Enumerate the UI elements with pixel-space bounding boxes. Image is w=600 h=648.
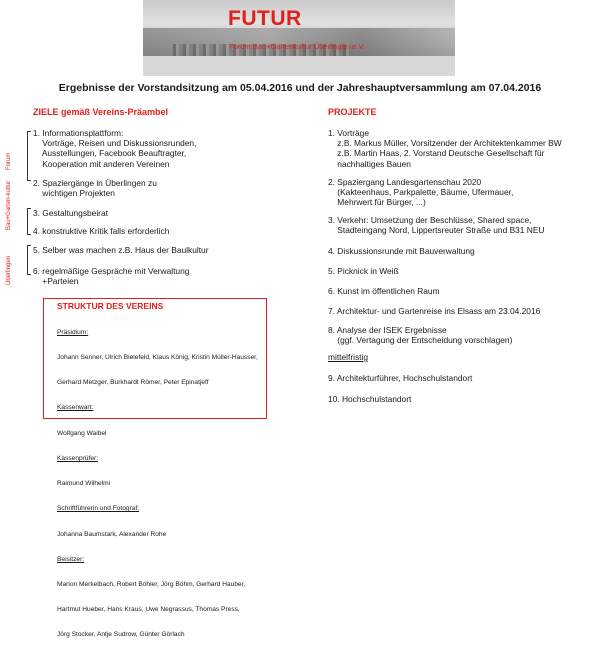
project-item-6: 6. Kunst im öffentlichen Raum xyxy=(328,286,440,296)
org-subtitle: Forum Bau+Gartenkultur Überlingen e.V. xyxy=(229,42,365,51)
projects-title: PROJEKTE xyxy=(328,107,377,117)
structure-line: Raimund Wilhelmi xyxy=(57,480,111,488)
structure-line: Jörg Stocker, Antje Sudrow, Günter Görlach xyxy=(57,631,185,639)
project-item-10: 10. Hochschulstandort xyxy=(328,394,412,404)
structure-line: Gerhard Metzger, Burkhardt Römer, Peter Epinatjeff xyxy=(57,379,209,387)
project-item-8: 8. Analyse der ISEK Ergebnisse (ggf. Vertagung der Entscheidung vorschlagen) xyxy=(328,325,513,346)
project-item-1: 1. Vorträge z.B. Markus Müller, Vorsitzender der Architektenkammer BW z.B. Martin Haas, 2. Vorstand Deutsche Gesellschaft für nachhaltiges Bauen xyxy=(328,128,562,169)
goal-item-2: 2. Spaziergänge in Überlingen zu wichtigen Projekten xyxy=(33,178,157,199)
side-label-ueberlingen: Überlingen xyxy=(6,255,12,285)
project-item-4: 4. Diskussionsrunde mit Bauverwaltung xyxy=(328,246,475,256)
structure-line: Präsidium: xyxy=(57,328,89,336)
goal-item-4: 4. konstruktive Kritik falls erforderlich xyxy=(33,226,170,236)
bracket-forum xyxy=(27,131,31,181)
bracket-ueberlingen xyxy=(27,245,31,275)
structure-line: Johanna Baumstark, Alexander Rohe xyxy=(57,530,167,538)
structure-title: STRUKTUR DES VEREINS xyxy=(57,301,164,311)
goal-item-1: 1. Informationsplattform: Vorträge, Reisen und Diskussionsrunden, Ausstellungen, Facebook Beauftragter, Kooperation mit anderen Vereinen xyxy=(33,128,197,169)
project-item-2: 2. Spaziergang Landesgartenschau 2020 (Kakteenhaus, Parkpalette, Bäume, Ufermauer, Mehrwert für Bürger, ...) xyxy=(328,177,514,208)
project-item-9: 9. Architekturführer, Hochschulstandort xyxy=(328,373,473,383)
structure-line: Marion Merkelbach, Robert Böhler, Jörg Böhm, Gerhard Hauber, xyxy=(57,581,246,588)
project-item-5: 5. Picknick in Weiß xyxy=(328,266,399,276)
banner-lake xyxy=(143,56,455,76)
structure-line: Johann Senner, Ulrich Bielefeld, Klaus König, Kristin Müller-Hausser, xyxy=(57,354,258,362)
page-headline: Ergebnisse der Vorstandsitzung am 05.04.2016 und der Jahreshauptversammlung am 07.04.2016 xyxy=(58,82,542,94)
structure-line: Kassenwart: xyxy=(57,404,94,412)
structure-line: Wolfgang Waibel xyxy=(57,429,107,437)
side-label-forum: Forum xyxy=(6,152,12,170)
structure-line: Beisitzer: xyxy=(57,555,85,563)
goals-title: ZIELE gemäß Vereins-Präambel xyxy=(33,107,169,117)
project-item-7: 7. Architektur- und Gartenreise ins Elsass am 23.04.2016 xyxy=(328,306,541,316)
structure-line: Schriftführerin und Fotograf: xyxy=(57,505,140,513)
project-midterm-label: mittelfristig xyxy=(328,352,369,362)
org-logo-title: FUTUR xyxy=(228,7,302,30)
structure-list xyxy=(57,312,258,648)
structure-line: Kassenprüfer: xyxy=(57,454,99,462)
goal-item-5: 5. Selber was machen z.B. Haus der Baulkultur xyxy=(33,245,209,255)
goal-item-6: 6. regelmäßige Gespräche mit Verwaltung +Parteien xyxy=(33,266,190,287)
project-item-3: 3. Verkehr: Umsetzung der Beschlüsse, Shared space, Stadteingang Nord, Lippertsreuter Straße und B31 NEU xyxy=(328,215,545,236)
bracket-baugarten xyxy=(27,208,31,235)
goal-item-3: 3. Gestaltungsbeirat xyxy=(33,208,108,218)
side-label-baugarten: Bau+Garten-kultur xyxy=(6,180,12,230)
structure-line: Hartmut Hueber, Hans Kraus, Uwe Negrassus, Thomas Press, xyxy=(57,606,240,614)
